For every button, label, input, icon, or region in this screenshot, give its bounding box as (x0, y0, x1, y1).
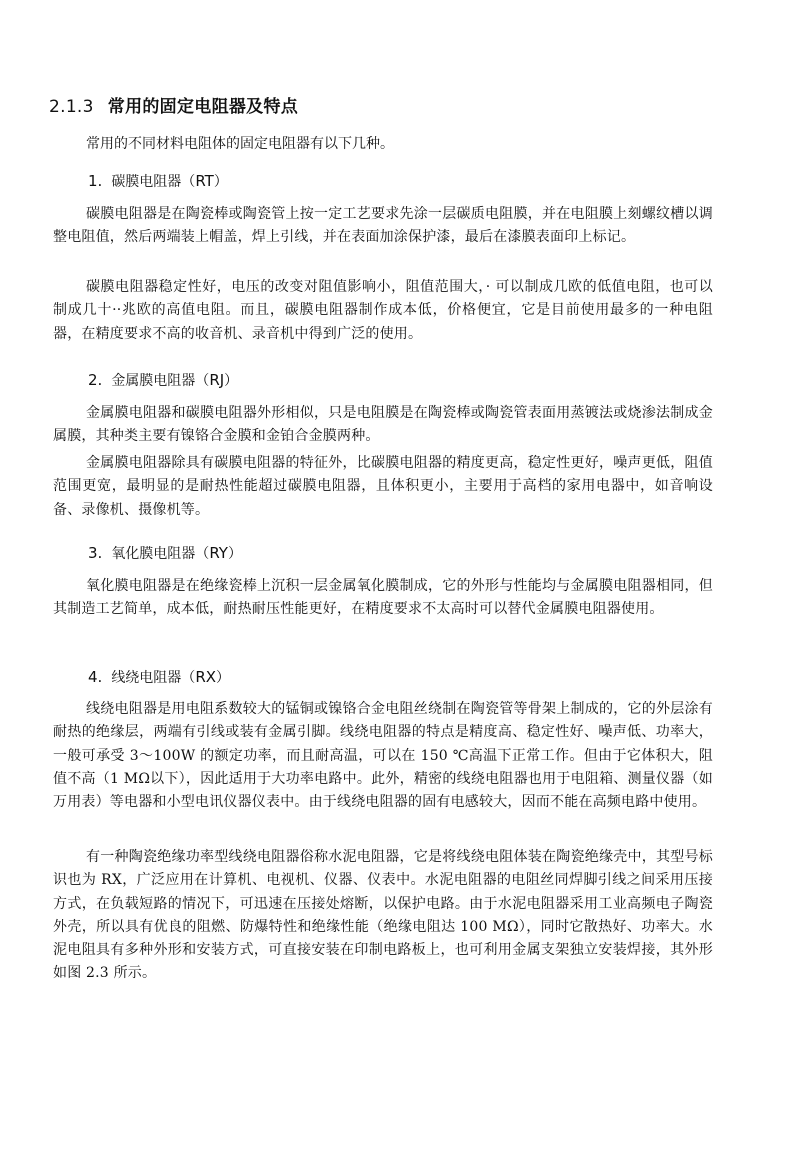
section-heading (49, 92, 298, 117)
subheading-oxide-film (88, 543, 242, 563)
subheading-close: ） (224, 373, 239, 389)
subheading-wirewound (88, 667, 230, 687)
subheading-close: ） (213, 174, 228, 190)
paragraph: 线绕电阻器是用电阻系数较大的锰铜或镍铬合金电阻丝绕制在陶瓷管等骨架上制成的，它的外层涂有耐热的绝缘层，两端有引线或装有金属引脚。线绕电阻器的特点是精度高、稳定性好、噪声低、功率大，一般可承受 3～100W 的额定功率，而且耐高温，可以在 150 ℃高温下正常工作。但由于它体积大，阻值不高（1 MΩ以下），因此适用于大功率电路中。此外，精密的线绕电阻器也用于电阻箱、测量仪器（如万用表）等电器和小型电讯仪器仪表中。由于线绕电阻器的固有电感较大，因而不能在高频电路中使用。 (53, 701, 713, 811)
subheading-metal-film (88, 370, 238, 390)
subheading-name: 碳膜电阻器（ (111, 174, 196, 190)
section-number: 2.1.3 (49, 97, 94, 117)
subheading-number: 3. (88, 544, 103, 562)
paragraph: 碳膜电阻器稳定性好，电压的改变对阻值影响小，阻值范围大，· 可以制成几欧的低值电阻，也可以制成几十··兆欧的高值电阻。而且，碳膜电阻器制作成本低，价格便宜，它是目前使用最多的一种电阻器，在精度要求不高的收音机、录音机中得到广泛的使用。 (53, 279, 713, 342)
subheading-number: 1. (88, 172, 103, 190)
subheading-number: 4. (88, 668, 103, 686)
paragraph: 有一种陶瓷绝缘功率型线绕电阻器俗称水泥电阻器，它是将线绕电阻体装在陶瓷绝缘壳中，其型号标识也为 RX，广泛应用在计算机、电视机、仪器、仪表中。水泥电阻器的电阻丝同焊脚引线之间采用压接方式，在负载短路的情况下，可迅速在压接处熔断，以保护电路。由于水泥电阻器采用工业高频电子陶瓷外壳，所以具有优良的阻燃、防爆特性和绝缘性能（绝缘电阻达 100 MΩ），同时它散热好、功率大。水泥电阻具有多种外形和安装方式，可直接安装在印制电路板上，也可利用金属支架独立安装焊接，其外形如图 2.3 所示。 (53, 849, 713, 982)
subheading-code: RX (195, 668, 217, 686)
paragraph: 氧化膜电阻器是在绝缘瓷棒上沉积一层金属氧化膜制成，它的外形与性能均与金属膜电阻器相同，但其制造工艺简单，成本低，耐热耐压性能更好，在精度要求不太高时可以替代金属膜电阻器使用。 (53, 578, 713, 618)
subheading-code: RY (209, 544, 228, 562)
paragraph: 金属膜电阻器和碳膜电阻器外形相似，只是电阻膜是在陶瓷棒或陶瓷管表面用蒸镀法或烧渗法制成金属膜，其种类主要有镍铬合金膜和金铂合金膜两种。 (53, 405, 713, 445)
subheading-code: RT (195, 172, 214, 190)
subheading-name: 线绕电阻器（ (111, 670, 196, 686)
subheading-close: ） (216, 670, 231, 686)
subheading-carbon-film (88, 171, 228, 191)
subheading-number: 2. (88, 371, 103, 389)
section-title: 常用的固定电阻器及特点 (107, 97, 299, 117)
subheading-name: 氧化膜电阻器（ (111, 546, 210, 562)
subheading-name: 金属膜电阻器（ (111, 373, 210, 389)
paragraph: 碳膜电阻器是在陶瓷棒或陶瓷管上按一定工艺要求先涂一层碳质电阻膜，并在电阻膜上刻螺纹槽以调整电阻值，然后两端装上帽盖，焊上引线，并在表面加涂保护漆，最后在漆膜表面印上标记。 (53, 206, 713, 246)
intro-paragraph: 常用的不同材料电阻体的固定电阻器有以下几种。 (86, 136, 394, 152)
subheading-code: RJ (209, 371, 225, 389)
subheading-close: ） (227, 546, 242, 562)
paragraph: 金属膜电阻器除具有碳膜电阻器的特征外，比碳膜电阻器的精度更高，稳定性更好，噪声更低，阻值范围更宽，最明显的是耐热性能超过碳膜电阻器，且体积更小，主要用于高档的家用电器中，如音响设备、录像机、摄像机等。 (53, 455, 713, 518)
